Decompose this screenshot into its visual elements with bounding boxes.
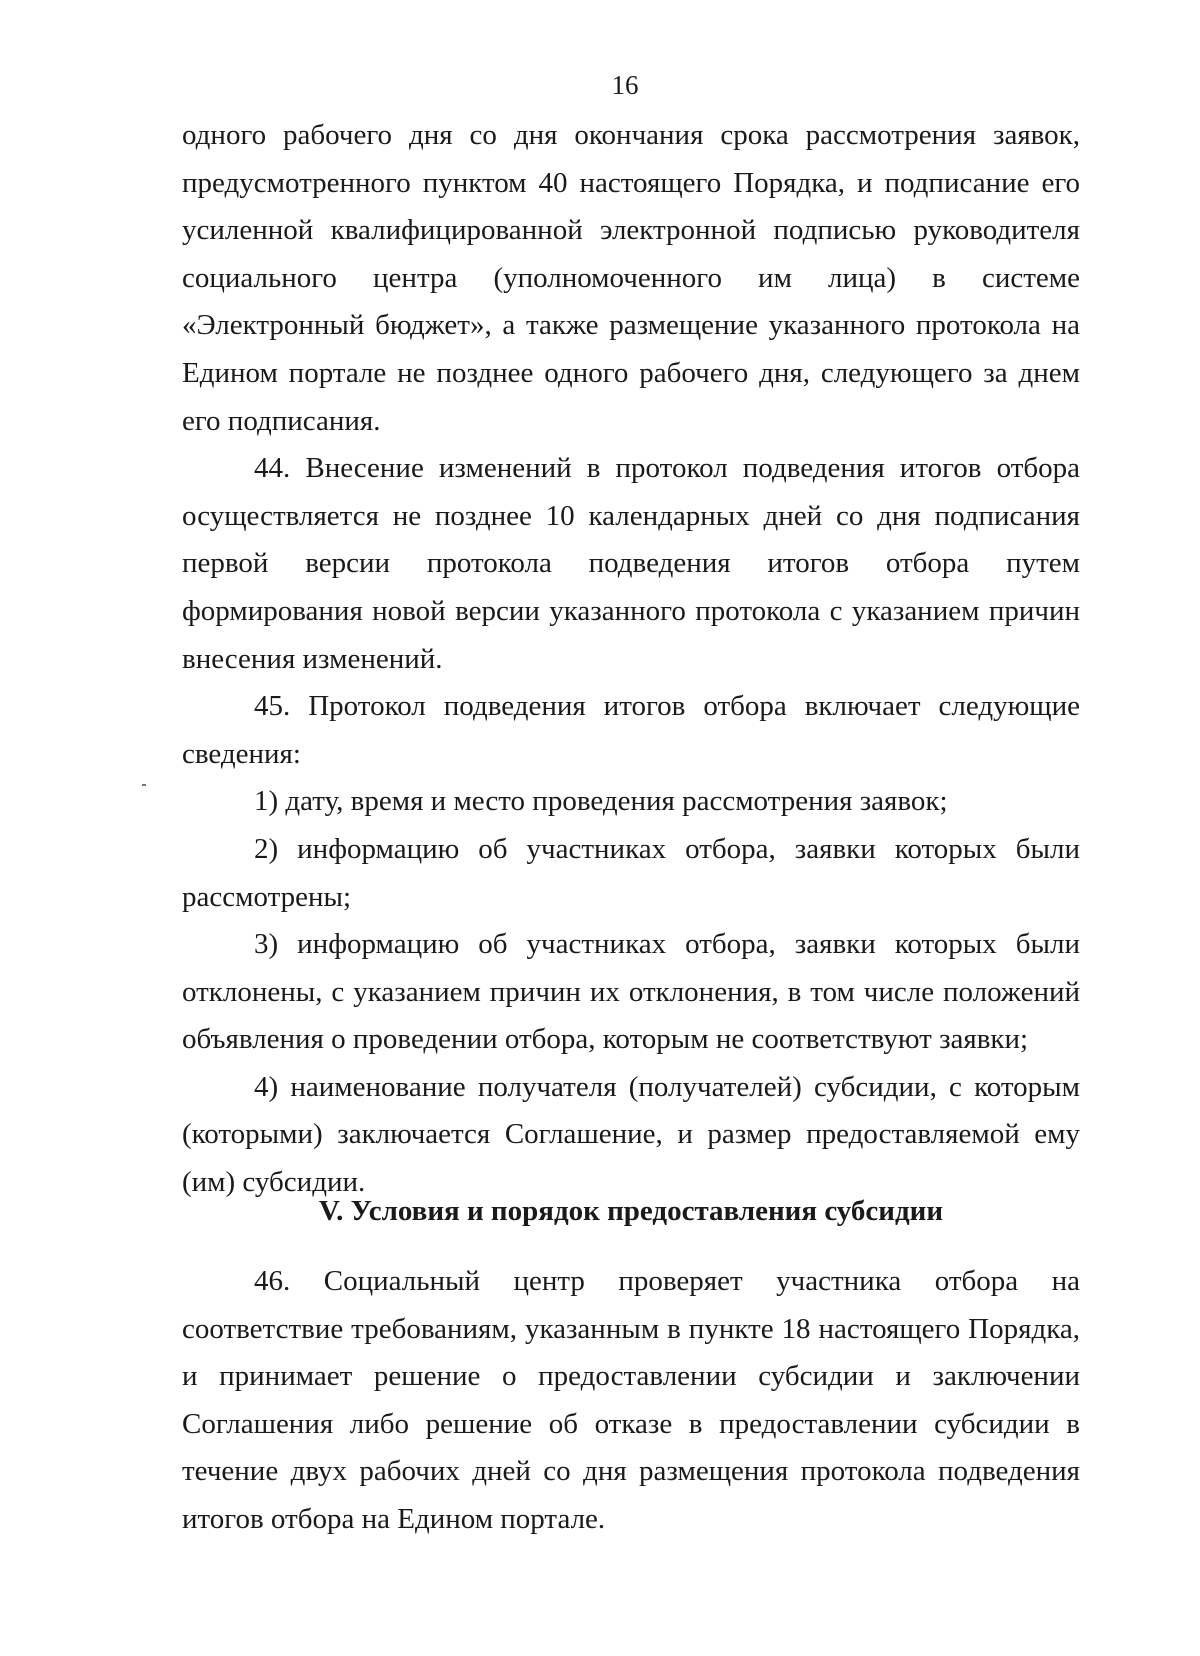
paragraph-continuation: одного рабочего дня со дня окончания срока рассмотрения заявок, предусмотренного пунктом 40 настоящего Порядка, и подписание его усиленной квалифицированной электронной подписью руководителя социального центра (уполномоченного им лица) в системе «Электронный бюджет», а также размещение указанного протокола на Едином портале не позднее одного рабочего дня, следующего за днем его подписания. bbox=[182, 119, 1080, 437]
section-heading: V. Условия и порядок предоставления субсидии bbox=[318, 1195, 944, 1227]
page-number: 16 bbox=[611, 70, 639, 100]
list-item-4: 4) наименование получателя (получателей) субсидии, с которым (которыми) заключается Соглашение, и размер предоставляемой ему (им) субсидии. bbox=[182, 1070, 1080, 1199]
paragraph-46: 46. Социальный центр проверяет участника отбора на соответствие требованиям, указанным в пункте 18 настоящего Порядка, и принимает решение о предоставлении субсидии и заключении Соглашения либо решение об отказе в предоставлении субсидии в течение двух рабочих дней со дня размещения протокола подведения итогов отбора на Едином портале. bbox=[182, 1265, 1080, 1535]
paragraph-44: 44. Внесение изменений в протокол подведения итогов отбора осуществляется не позднее 10 календарных дней со дня подписания первой версии протокола подведения итогов отбора путем формирования новой версии указанного протокола с указанием причин внесения изменений. bbox=[182, 452, 1080, 675]
list-item-1: 1) дату, время и место проведения рассмотрения заявок; bbox=[254, 785, 948, 818]
section-body-text bbox=[182, 1258, 1080, 1544]
scan-speck bbox=[142, 784, 146, 786]
list-item-3: 3) информацию об участниках отбора, заявки которых были отклонены, с указанием причин их отклонения, в том числе положений объявления о проведении отбора, которым не соответствуют заявки; bbox=[182, 928, 1080, 1056]
list-item-2: 2) информацию об участниках отбора, заявки которых были рассмотрены; bbox=[182, 832, 1080, 913]
body-text bbox=[182, 112, 1080, 1207]
paragraph-45: 45. Протокол подведения итогов отбора включает следующие сведения: bbox=[182, 690, 1080, 770]
